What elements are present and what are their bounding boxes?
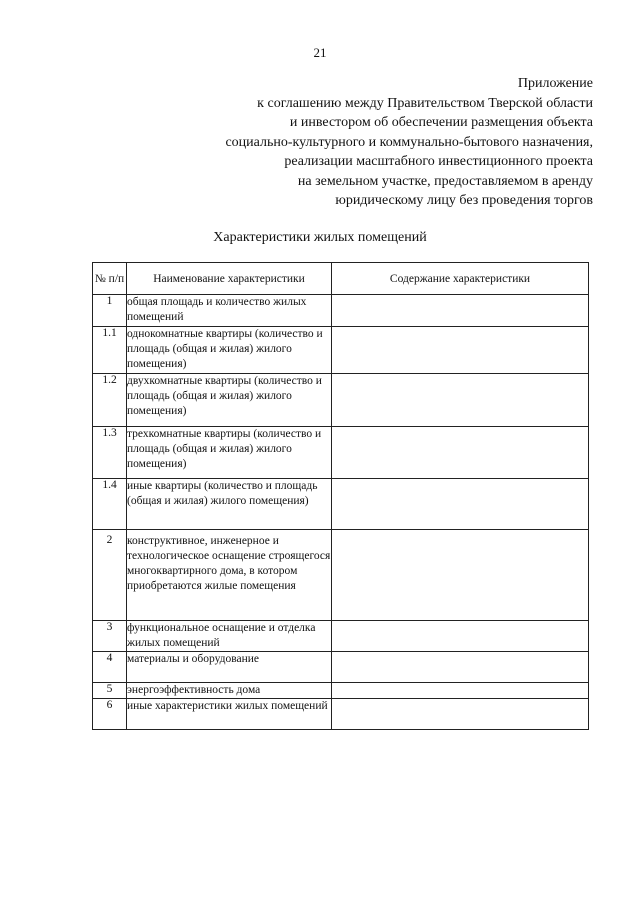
- row-content: [332, 621, 589, 652]
- header-content: Содержание характеристики: [332, 263, 589, 295]
- row-number: 1.3: [93, 427, 127, 479]
- row-name: иные характеристики жилых помещений: [127, 699, 332, 730]
- row-content: [332, 327, 589, 374]
- row-content: [332, 652, 589, 683]
- annex-line: Приложение: [517, 76, 593, 91]
- row-number: 1: [93, 295, 127, 327]
- row-number: 4: [93, 652, 127, 683]
- annex-line: к соглашению между Правительством Тверской области: [257, 95, 593, 111]
- row-number: 5: [93, 683, 127, 699]
- row-number: 3: [93, 621, 127, 652]
- row-name: иные квартиры (количество и площадь (общая и жилая) жилого помещения): [127, 479, 332, 530]
- row-number: 1.2: [93, 374, 127, 427]
- row-number: 2: [93, 530, 127, 621]
- row-name: функциональное оснащение и отделка жилых помещений: [127, 621, 332, 652]
- table-row: [93, 621, 589, 652]
- row-name: конструктивное, инженерное и технологическое оснащение строящегося многоквартирного дома, в котором приобретаются жилые помещения: [127, 530, 332, 621]
- annex-line: юридическому лицу без проведения торгов: [335, 193, 593, 208]
- row-content: [332, 530, 589, 621]
- table-row: [93, 699, 589, 730]
- document-title: Характеристики жилых помещений: [213, 230, 427, 245]
- annex-line: социально-культурного и коммунально-бытового назначения,: [225, 134, 593, 150]
- annex-line: на земельном участке, предоставляемом в аренду: [297, 173, 593, 189]
- annex-line: и инвестором об обеспечении размещения объекта: [289, 115, 593, 130]
- header-name: Наименование характеристики: [127, 263, 332, 295]
- row-name: двухкомнатные квартиры (количество и площадь (общая и жилая) жилого помещения): [127, 374, 332, 427]
- table-row: [93, 479, 589, 530]
- page-number: 21: [313, 45, 327, 60]
- row-content: [332, 699, 589, 730]
- table-row: [93, 327, 589, 374]
- row-content: [332, 683, 589, 699]
- annex-heading: [225, 74, 593, 211]
- row-name: энергоэффективность дома: [127, 683, 332, 699]
- characteristics-table: [92, 262, 589, 730]
- row-content: [332, 374, 589, 427]
- annex-line: реализации масштабного инвестиционного проекта: [284, 154, 593, 169]
- row-name: общая площадь и количество жилых помещений: [127, 295, 332, 327]
- table-row: [93, 652, 589, 683]
- row-number: 1.1: [93, 327, 127, 374]
- table-row: [93, 530, 589, 621]
- row-content: [332, 427, 589, 479]
- table-row: [93, 295, 589, 327]
- row-number: 6: [93, 699, 127, 730]
- row-name: материалы и оборудование: [127, 652, 332, 683]
- header-number: № п/п: [93, 263, 127, 295]
- table-row: [93, 683, 589, 699]
- row-number: 1.4: [93, 479, 127, 530]
- table-row: [93, 374, 589, 427]
- table-row: [93, 427, 589, 479]
- row-content: [332, 295, 589, 327]
- table-header-row: [93, 263, 589, 295]
- row-content: [332, 479, 589, 530]
- row-name: трехкомнатные квартиры (количество и площадь (общая и жилая) жилого помещения): [127, 427, 332, 479]
- row-name: однокомнатные квартиры (количество и площадь (общая и жилая) жилого помещения): [127, 327, 332, 374]
